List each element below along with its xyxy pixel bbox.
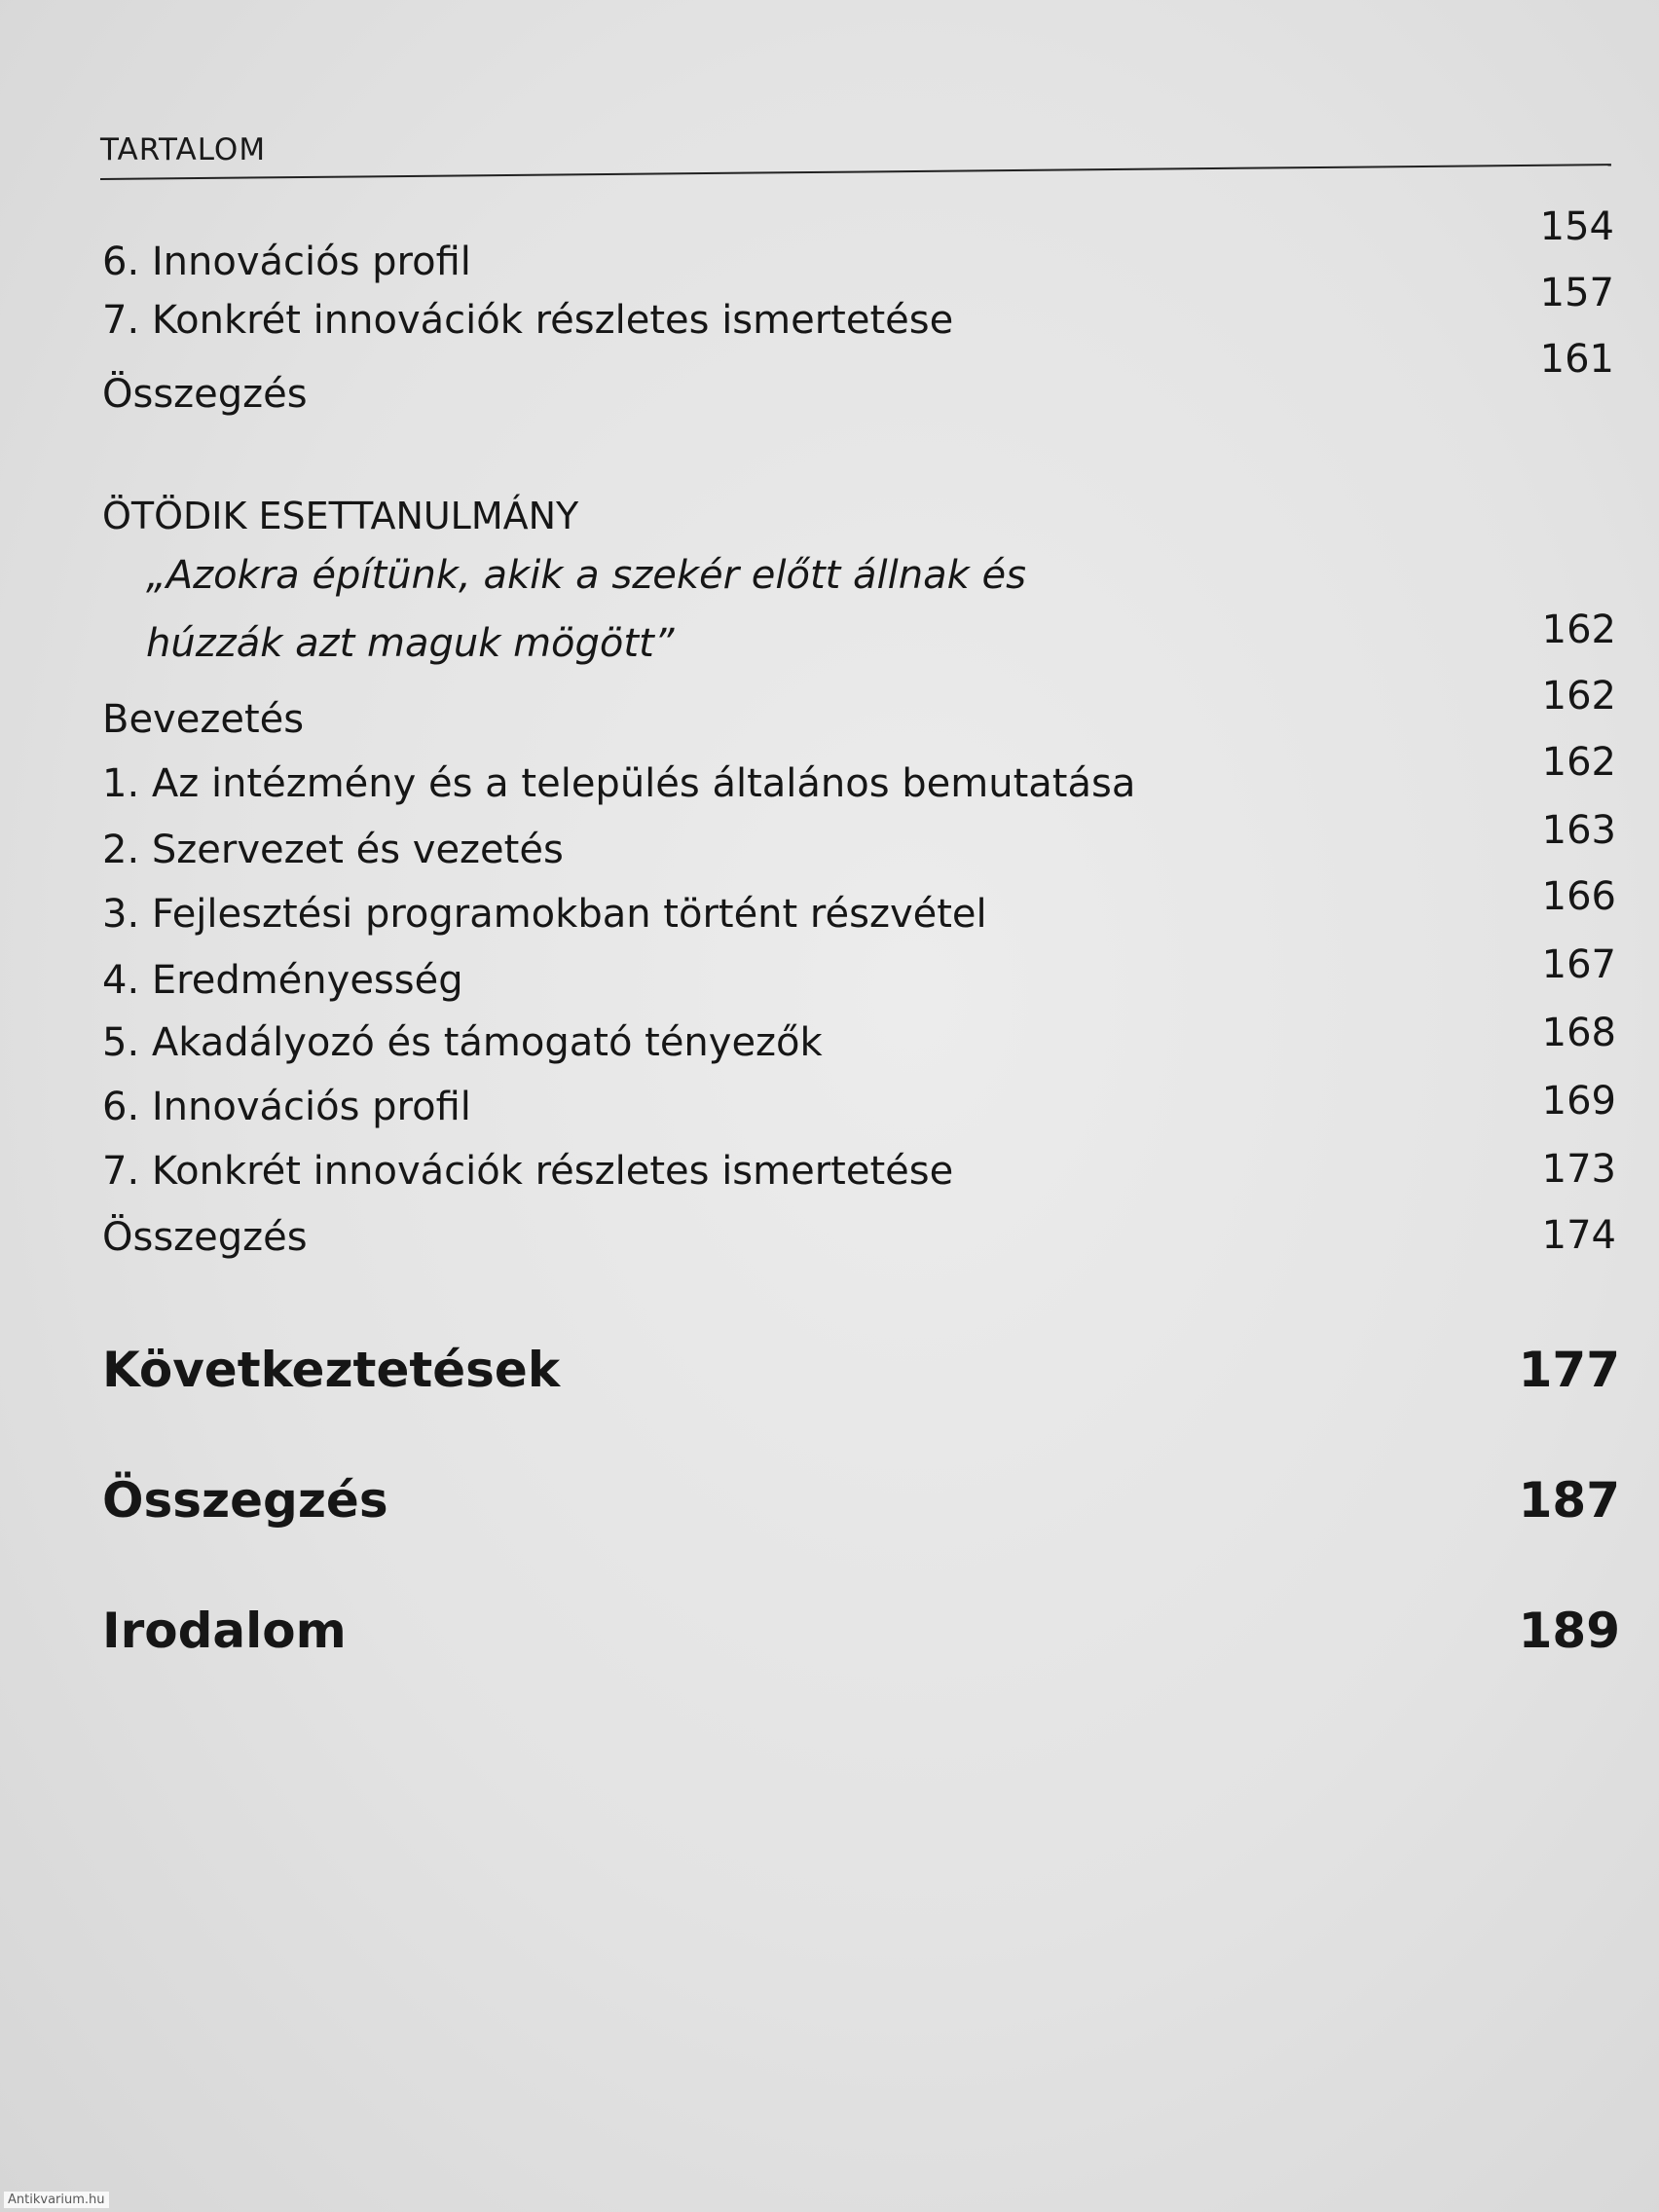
toc-entry-page: 166 (1541, 874, 1616, 919)
toc-entry-title: 7. Konkrét innovációk részletes ismertetése (102, 298, 954, 343)
toc-entry-title: Összegzés (102, 1215, 308, 1260)
toc-entry-page: 162 (1541, 608, 1616, 652)
toc-entry-title: 2. Szervezet és vezetés (102, 828, 564, 872)
toc-entry-title: ÖTÖDIK ESETTANULMÁNY (102, 495, 579, 537)
toc-entry-page: 173 (1541, 1147, 1616, 1192)
toc-entry-title: 6. Innovációs profil (102, 240, 471, 284)
toc-entry-page: 163 (1541, 808, 1616, 853)
toc-entry-page: 169 (1541, 1079, 1616, 1124)
toc-entry-title: 1. Az intézmény és a település általános bemutatása (102, 761, 1136, 806)
toc-entry-title: 7. Konkrét innovációk részletes ismertetése (102, 1149, 954, 1194)
watermark: Antikvarium.hu (4, 2192, 109, 2208)
toc-entry-page: 189 (1518, 1603, 1620, 1659)
header-rule (100, 164, 1611, 180)
toc-entry-title: 4. Eredményesség (102, 958, 463, 1003)
toc-entry-title: Bevezetés (102, 697, 305, 742)
toc-entry-page: 157 (1539, 271, 1614, 315)
toc-entry-title: 6. Innovációs profil (102, 1085, 471, 1129)
toc-entry-page: 187 (1518, 1472, 1620, 1529)
toc-entry-title: 3. Fejlesztési programokban történt részvétel (102, 892, 987, 937)
toc-entry-page: 162 (1541, 674, 1616, 719)
toc-entry-page: 168 (1541, 1011, 1616, 1055)
toc-entry-title: „Azokra építünk, akik a szekér előtt állnak és (146, 553, 1026, 598)
running-head: TARTALOM (100, 132, 267, 167)
toc-entry-title: Irodalom (102, 1603, 347, 1659)
toc-entry-page: 154 (1539, 204, 1614, 249)
toc-entry-title: 5. Akadályozó és támogató tényezők (102, 1020, 823, 1065)
toc-entry-page: 162 (1541, 740, 1616, 785)
toc-entry-page: 177 (1518, 1342, 1620, 1398)
toc-entry-page: 167 (1541, 942, 1616, 987)
toc-entry-page: 161 (1539, 337, 1614, 382)
toc-entry-title: Következtetések (102, 1342, 561, 1398)
toc-entry-title: húzzák azt maguk mögött” (146, 621, 675, 666)
toc-entry-title: Összegzés (102, 1472, 388, 1529)
toc-entry-page: 174 (1541, 1213, 1616, 1258)
toc-entry-title: Összegzés (102, 372, 308, 417)
